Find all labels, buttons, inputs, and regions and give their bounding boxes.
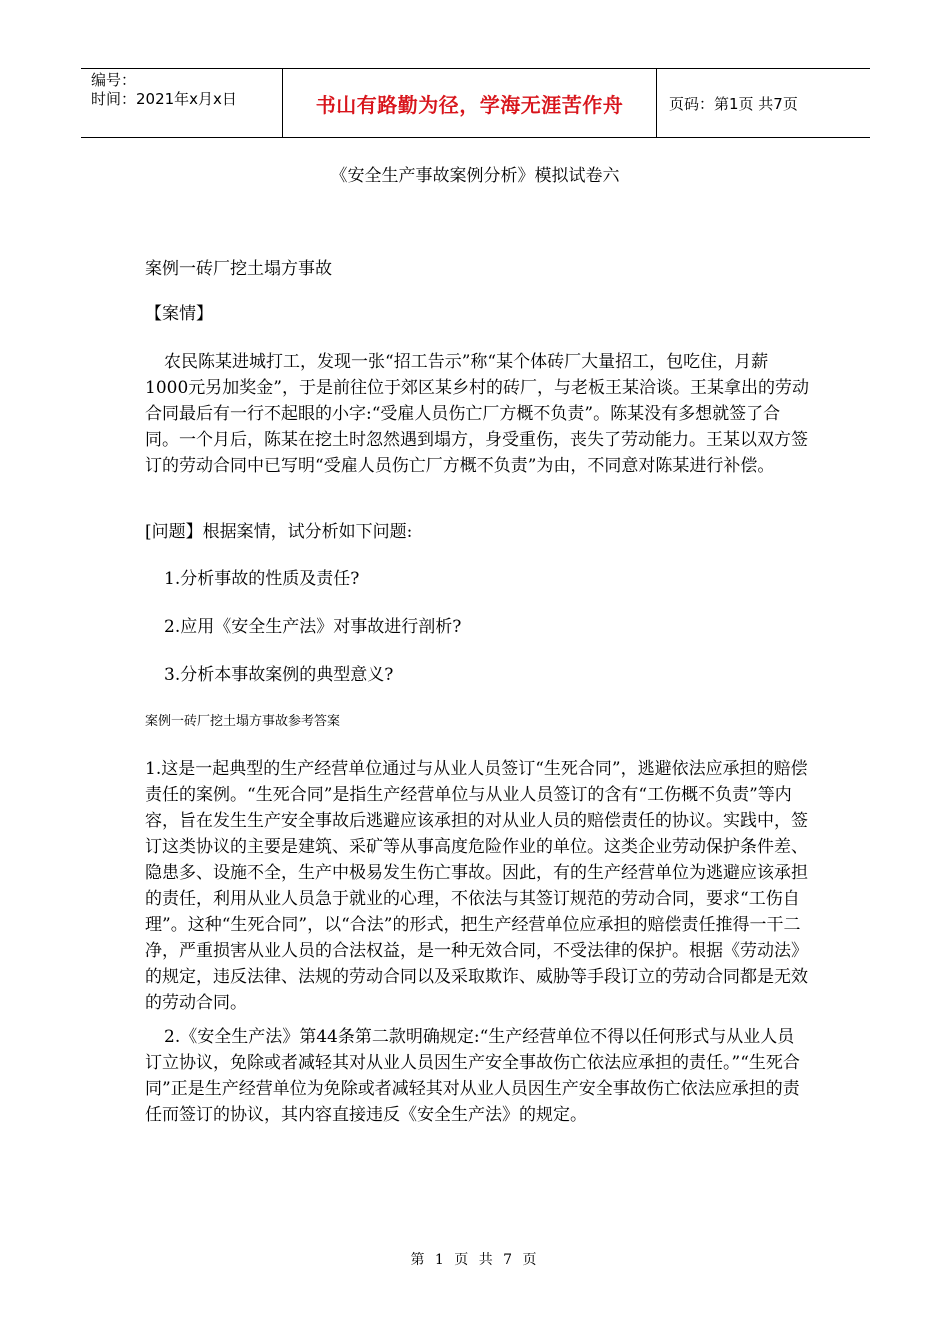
page-header xyxy=(81,68,870,138)
case-body: 农民陈某进城打工，发现一张“招工告示”称“某个体砖厂大量招工，包吃住，月薪1000元另加奖金”，于是前往位于郊区某乡村的砖厂，与老板王某洽谈。王某拿出的劳动合同最后有一行不起眼的小字:“受雇人员伤亡厂方概不负责”。陈某没有多想就签了合同。一个月后，陈某在挖土时忽然遇到塌方，身受重伤，丧失了劳动能力。王某以双方签订的劳动合同中已写明“受雇人员伤亡厂方概不负责”为由，不同意对陈某进行补偿。 xyxy=(145,352,809,476)
case-title: 案例一砖厂挖土塌方事故 xyxy=(145,259,332,279)
header-page-info: 页码：第1页 共7页 xyxy=(669,94,798,113)
header-number-label: 编号： xyxy=(91,71,137,89)
question-item-1: 1.分析事故的性质及责任? xyxy=(164,569,360,589)
answer-paragraph-2: 2.《安全生产法》第44条第二款明确规定:“生产经营单位不得以任何形式与从业人员订立协议，免除或者减轻其对从业人员因生产安全事故伤亡依法应承担的责任。”“生死合同”正是生产经营单位为免除或者减轻其对从业人员因生产安全事故伤亡依法应承担的责任而签订的协议，其内容直接违反《安全生产法》的规定。 xyxy=(145,1027,800,1125)
question-item-3: 3.分析本事故案例的典型意义? xyxy=(164,665,394,685)
question-item-2: 2.应用《安全生产法》对事故进行剖析? xyxy=(164,617,462,637)
answer-paragraph-1: 1.这是一起典型的生产经营单位通过与从业人员签订“生死合同”，逃避依法应承担的赔偿责任的案例。“生死合同”是指生产经营单位与从业人员签订的含有“工伤概不负责”等内容，旨在发生生产安全事故后逃避应该承担的对从业人员的赔偿责任的协议。实践中，签订这类协议的主要是建筑、采矿等从事高度危险作业的单位。这类企业劳动保护条件差、隐患多、设施不全，生产中极易发生伤亡事故。因此，有的生产经营单位为逃避应该承担的责任，利用从业人员急于就业的心理，不依法与其签订规范的劳动合同，要求“工伤自理”。这种“生死合同”，以“合法”的形式，把生产经营单位应承担的赔偿责任推得一干二净，严重损害从业人员的合法权益，是一种无效合同，不受法律的保护。根据《劳动法》的规定，违反法律、法规的劳动合同以及采取欺诈、威胁等手段订立的劳动合同都是无效的劳动合同。 xyxy=(145,759,808,1013)
page-footer: 第 1 页 共 7 页 xyxy=(410,1252,540,1268)
answer-title: 案例一砖厂挖土塌方事故参考答案 xyxy=(145,714,341,729)
document-title: 《安全生产事故案例分析》模拟试卷六 xyxy=(330,166,620,186)
header-time-label: 时间：2021年x月x日 xyxy=(91,90,237,108)
case-label: 【案情】 xyxy=(145,304,213,324)
header-motto: 书山有路勤为径，学海无涯苦作舟 xyxy=(283,69,657,137)
header-meta xyxy=(81,69,283,137)
question-label: [问题】根据案情，试分析如下问题: xyxy=(145,522,413,542)
